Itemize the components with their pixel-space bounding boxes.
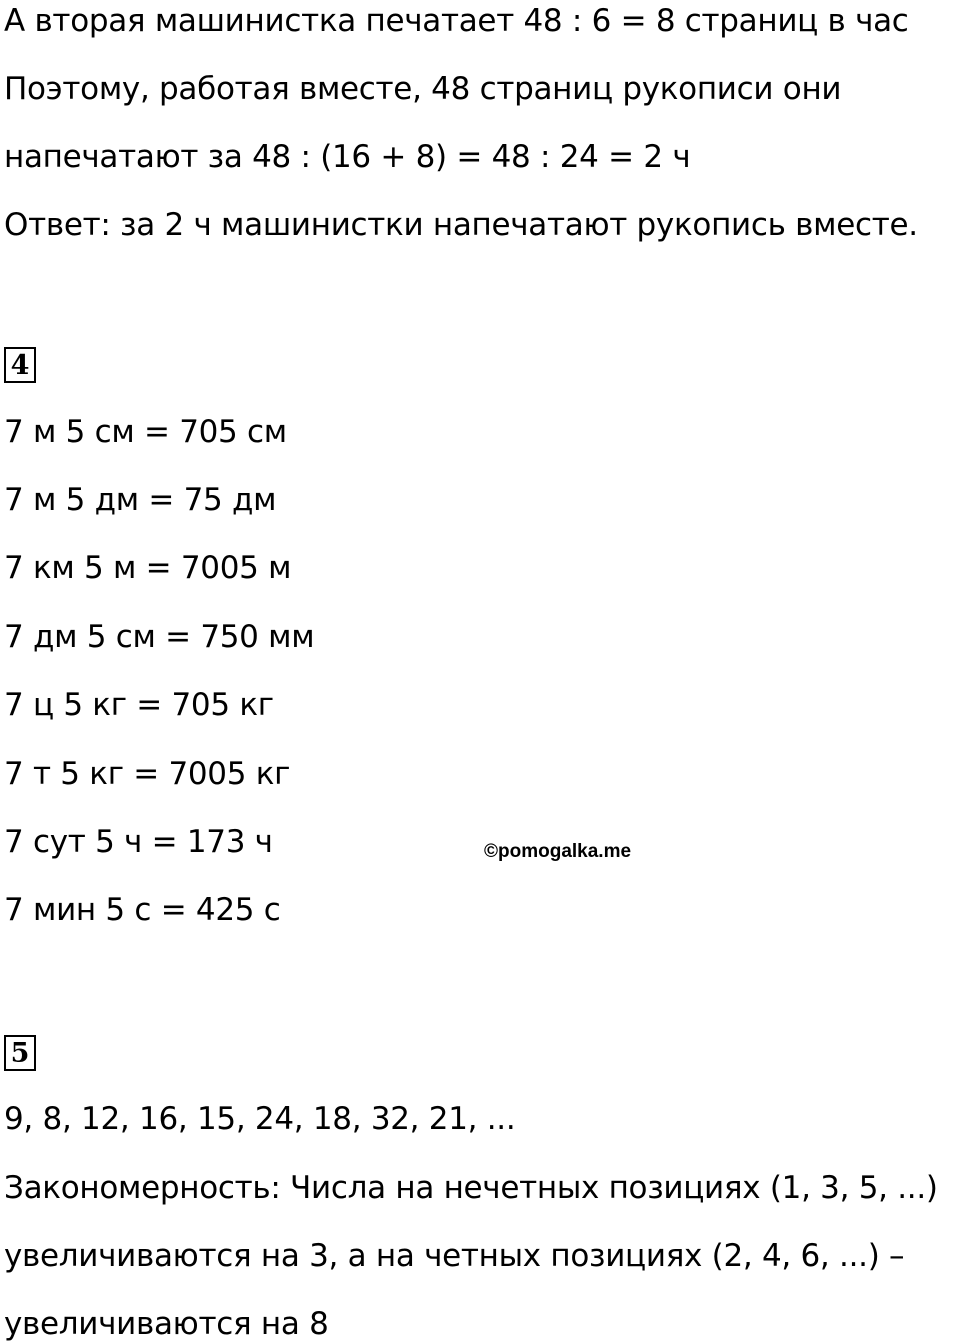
conversion-line: 7 ц 5 кг = 705 кг — [4, 687, 274, 723]
text-line: напечатают за 48 : (16 + 8) = 48 : 24 = 2 ч — [4, 139, 691, 175]
text-line: увеличиваются на 3, а на четных позициях (2, 4, 6, ...) – — [4, 1238, 905, 1274]
conversion-line: 7 м 5 см = 705 см — [4, 414, 287, 450]
conversion-line: 7 сут 5 ч = 173 ч — [4, 824, 273, 860]
conversion-line: 7 мин 5 с = 425 с — [4, 892, 281, 928]
task-number-4: 4 — [4, 347, 36, 383]
conversion-line: 7 м 5 дм = 75 дм — [4, 482, 277, 518]
conversion-line: 7 дм 5 см = 750 мм — [4, 619, 315, 655]
sequence-line: 9, 8, 12, 16, 15, 24, 18, 32, 21, ... — [4, 1101, 516, 1137]
watermark: ©pomogalka.me — [484, 841, 632, 862]
conversion-line: 7 т 5 кг = 7005 кг — [4, 756, 291, 792]
text-line: Поэтому, работая вместе, 48 страниц рукописи они — [4, 71, 842, 107]
task-number-5: 5 — [4, 1035, 36, 1071]
conversion-line: 7 км 5 м = 7005 м — [4, 550, 292, 586]
text-line: Закономерность: Числа на нечетных позициях (1, 3, 5, ...) — [4, 1170, 938, 1206]
text-line: Ответ: за 2 ч машинистки напечатают рукопись вместе. — [4, 207, 918, 243]
text-line: увеличиваются на 8 — [4, 1306, 329, 1342]
text-line: А вторая машинистка печатает 48 : 6 = 8 страниц в час — [4, 3, 909, 39]
